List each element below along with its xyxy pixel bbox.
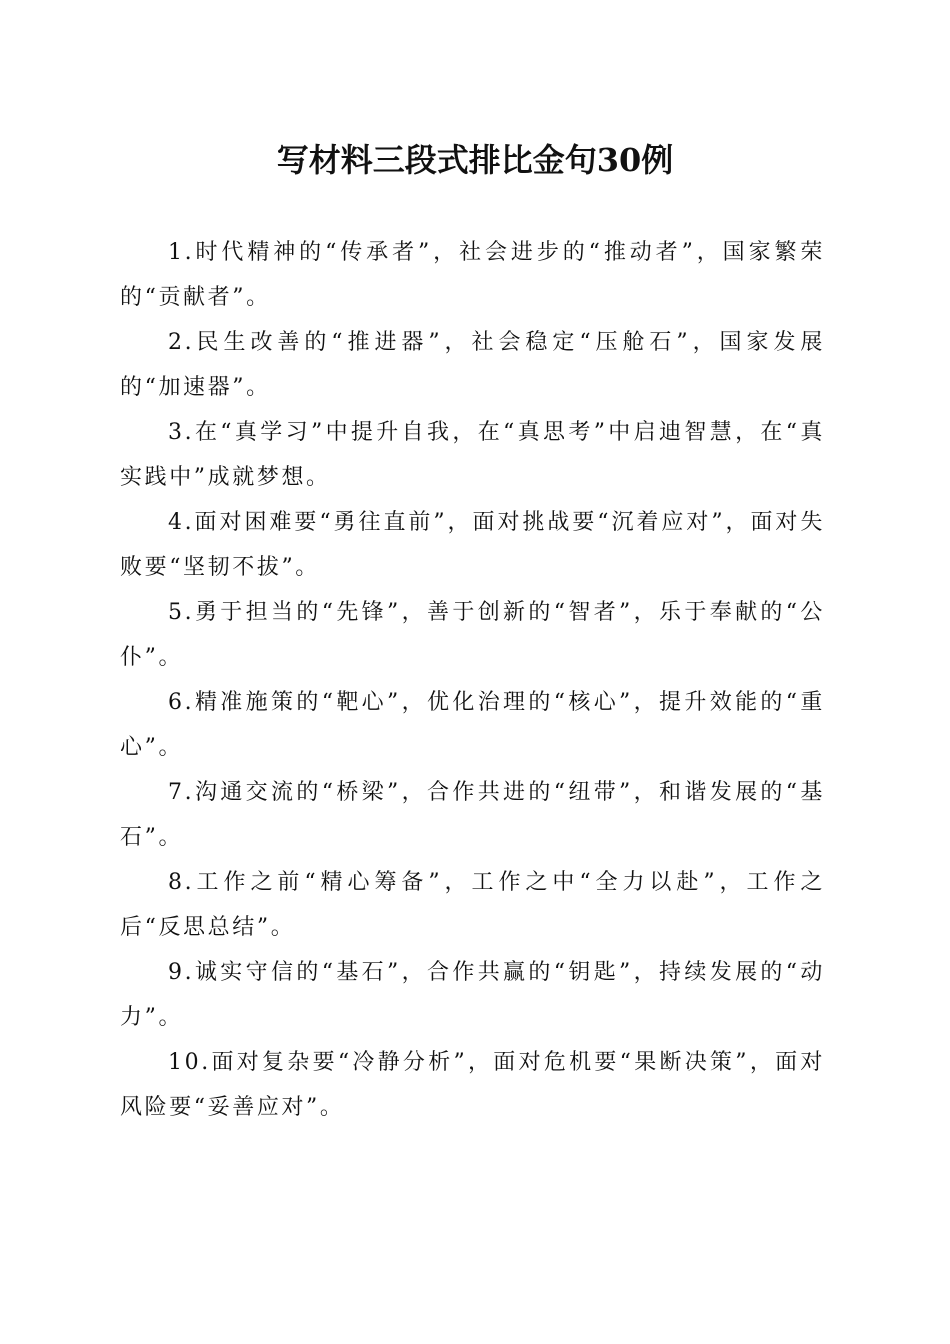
document-body [120,230,825,1130]
list-item: 8.工作之前“精心筹备”，工作之中“全力以赴”，工作之后“反思总结”。 [120,870,825,940]
list-item: 6.精准施策的“靶心”，优化治理的“核心”，提升效能的“重心”。 [120,690,825,760]
list-item: 3.在“真学习”中提升自我，在“真思考”中启迪智慧，在“真实践中”成就梦想。 [120,420,825,490]
list-item: 7.沟通交流的“桥梁”，合作共进的“纽带”，和谐发展的“基石”。 [120,780,825,850]
list-item: 5.勇于担当的“先锋”，善于创新的“智者”，乐于奉献的“公仆”。 [120,600,825,670]
list-item: 1.时代精神的“传承者”，社会进步的“推动者”，国家繁荣的“贡献者”。 [120,240,825,310]
list-item: 9.诚实守信的“基石”，合作共赢的“钥匙”，持续发展的“动力”。 [120,960,825,1030]
list-item: 10.面对复杂要“冷静分析”，面对危机要“果断决策”，面对风险要“妥善应对”。 [120,1050,825,1120]
list-item: 4.面对困难要“勇往直前”，面对挑战要“沉着应对”，面对失败要“坚韧不拔”。 [120,510,825,580]
page-title: 写材料三段式排比金句30例 [276,141,674,179]
list-item: 2.民生改善的“推进器”，社会稳定“压舱石”，国家发展的“加速器”。 [120,330,825,400]
